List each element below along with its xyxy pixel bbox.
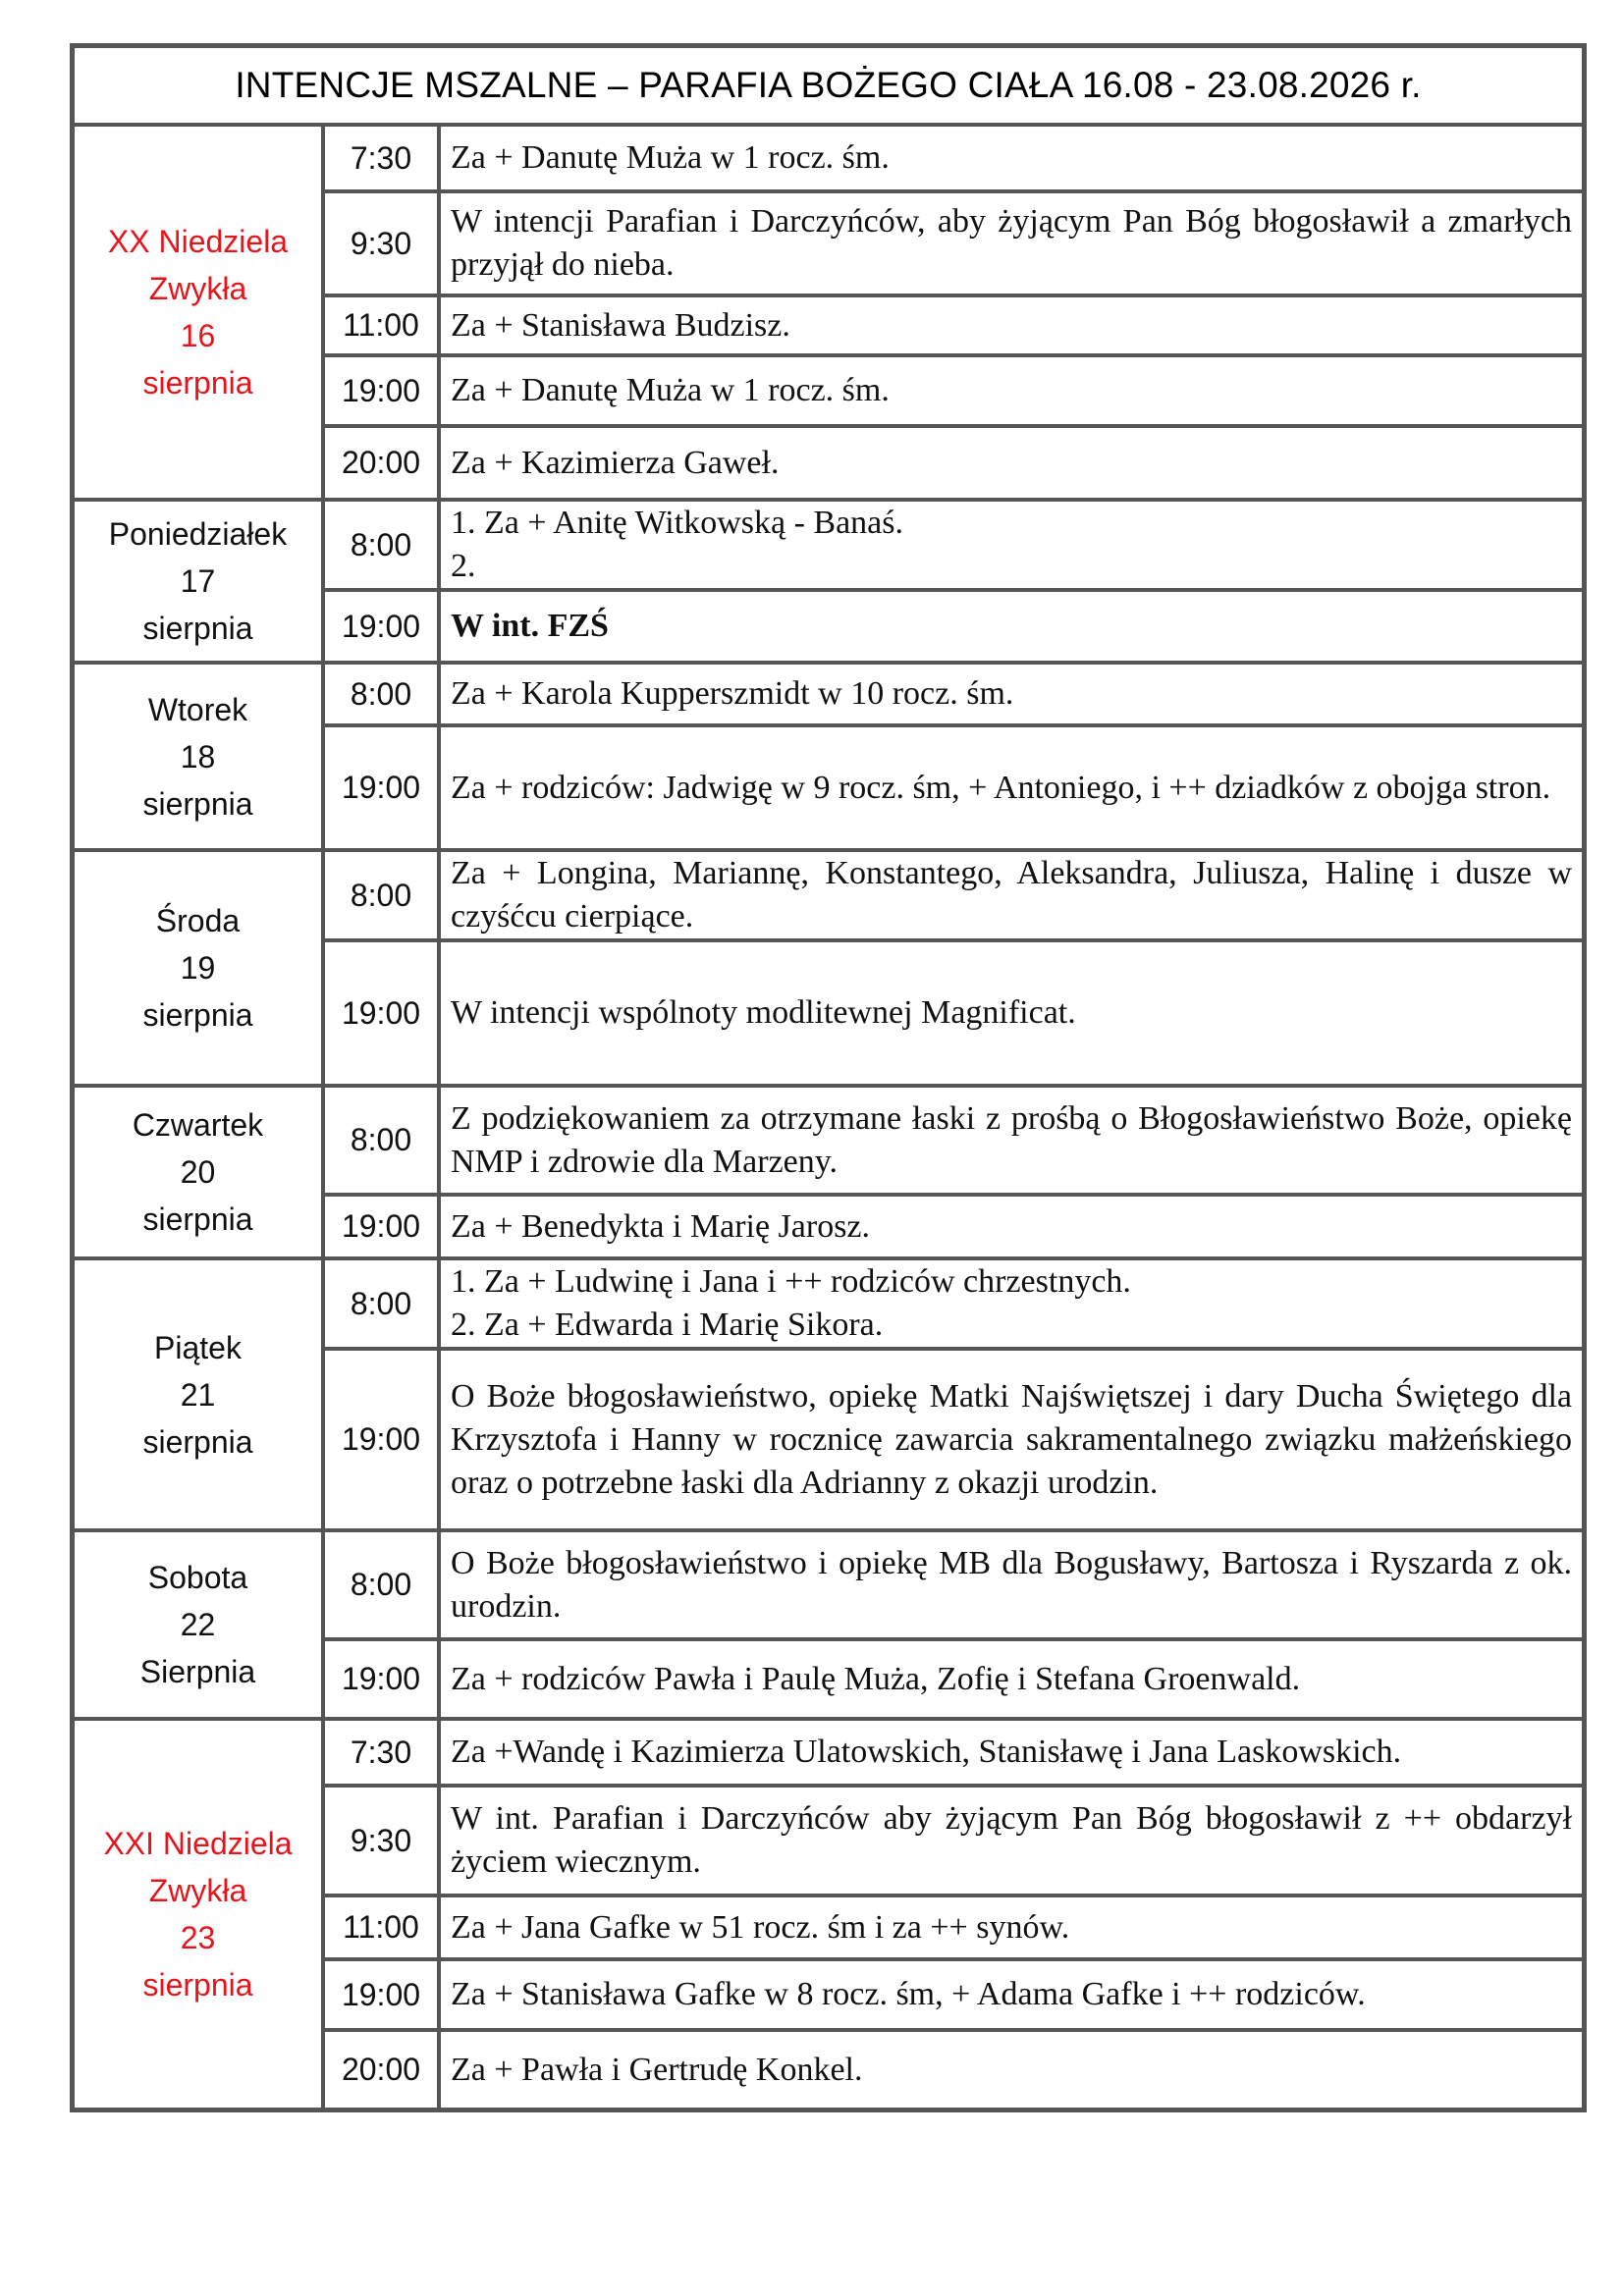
- mass-intention: [439, 1639, 1584, 1719]
- day-label-line: 17: [180, 563, 216, 599]
- day-label-line: Środa: [155, 903, 241, 938]
- mass-intention: [439, 1959, 1584, 2030]
- intention-line: Za + rodziców Pawła i Paulę Muża, Zofię i Stefana Groenwald.: [451, 1660, 1301, 1697]
- day-label-line: Sierpnia: [139, 1654, 256, 1689]
- mass-intention: [439, 725, 1584, 850]
- mass-intention: [439, 1086, 1584, 1195]
- intention-line: Za + Kazimierza Gaweł.: [451, 444, 780, 481]
- mass-intention: [439, 2030, 1584, 2109]
- mass-time: 19:00: [323, 1195, 439, 1258]
- mass-intention: [439, 1719, 1584, 1786]
- intention-line: Za + Danutę Muża w 1 rocz. śm.: [451, 139, 890, 176]
- mass-intention: [439, 1349, 1584, 1530]
- intention-line: Za + Stanisława Budzisz.: [451, 306, 790, 344]
- day-label-line: Sobota: [147, 1560, 248, 1595]
- mass-row: [73, 1719, 1584, 1786]
- day-label-line: XXI Niedziela: [103, 1826, 293, 1861]
- mass-intention: [439, 850, 1584, 940]
- mass-intention: [439, 1195, 1584, 1258]
- mass-intention: [439, 1896, 1584, 1959]
- intention-line: Za + Longina, Mariannę, Konstantego, Aleksandra, Juliusza, Halinę i dusze w czyśćcu cierpiące.: [451, 855, 1572, 934]
- intention-line: W intencji wspólnoty modlitewnej Magnificat.: [451, 994, 1076, 1031]
- intention-line: Z podziękowaniem za otrzymane łaski z prośbą o Błogosławieństwo Boże, opiekę NMP i zdrowie dla Marzeny.: [451, 1099, 1572, 1180]
- day-label-line: 20: [180, 1154, 216, 1190]
- day-label-line: sierpnia: [142, 1423, 253, 1460]
- mass-time: 8:00: [323, 500, 439, 590]
- day-label-line: Zwykła: [148, 271, 247, 306]
- mass-row: [73, 1086, 1584, 1195]
- mass-row: [73, 1530, 1584, 1639]
- day-label-line: 23: [180, 1920, 216, 1955]
- intention-line: Za + Stanisława Gafke w 8 rocz. śm, + Adama Gafke i ++ rodziców.: [451, 1976, 1366, 2012]
- day-label-line: sierpnia: [142, 1201, 253, 1237]
- day-label-line: 19: [180, 950, 216, 986]
- mass-time: 8:00: [323, 850, 439, 940]
- day-label-line: sierpnia: [142, 365, 253, 400]
- day-label: [73, 850, 323, 1086]
- mass-time: 8:00: [323, 1530, 439, 1639]
- intention-line: Za + Danutę Muża w 1 rocz. śm.: [451, 372, 890, 408]
- day-label: [73, 1258, 323, 1530]
- intention-line: O Boże błogosławieństwo i opiekę MB dla Bogusławy, Bartosza i Ryszarda z ok. urodzin.: [451, 1544, 1572, 1625]
- mass-intention: [439, 663, 1584, 725]
- intention-line: Za + Jana Gafke w 51 rocz. śm i za ++ synów.: [451, 1908, 1070, 1946]
- day-label-line: sierpnia: [142, 1967, 253, 2002]
- mass-time: 8:00: [323, 1258, 439, 1349]
- mass-intention: [439, 1786, 1584, 1896]
- mass-time: 7:30: [323, 125, 439, 191]
- day-label: [73, 663, 323, 850]
- mass-row: [73, 850, 1584, 940]
- mass-intention: [439, 1530, 1584, 1639]
- day-label: [73, 1530, 323, 1719]
- intention-line: Za +Wandę i Kazimierza Ulatowskich, Stanisławę i Jana Laskowskich.: [451, 1734, 1402, 1770]
- mass-time: 9:30: [323, 191, 439, 295]
- day-label-line: Czwartek: [132, 1107, 264, 1143]
- mass-time: 19:00: [323, 1639, 439, 1719]
- day-label-line: sierpnia: [142, 997, 253, 1033]
- day-label-line: sierpnia: [142, 611, 253, 646]
- mass-time: 7:30: [323, 1719, 439, 1786]
- day-label-line: 18: [180, 738, 216, 774]
- day-label: [73, 500, 323, 663]
- intention-line: W int. FZŚ: [451, 608, 609, 644]
- day-label-line: 21: [180, 1376, 216, 1413]
- mass-time: 19:00: [323, 940, 439, 1086]
- mass-intention: [439, 940, 1584, 1086]
- mass-time: 8:00: [323, 663, 439, 725]
- day-label-line: XX Niedziela: [107, 224, 289, 259]
- mass-intention: [439, 355, 1584, 426]
- mass-time: 20:00: [323, 426, 439, 500]
- intention-line: 1. Za + Ludwinę i Jana i ++ rodziców chrzestnych.: [451, 1263, 1131, 1300]
- mass-intention: [439, 426, 1584, 500]
- mass-time: 11:00: [323, 1896, 439, 1959]
- intention-line: 2.: [451, 548, 476, 584]
- intention-line: W int. Parafian i Darczyńców aby żyjącym Pan Bóg błogosławił z ++ obdarzył życiem wiecznym.: [451, 1800, 1572, 1880]
- intention-line: 1. Za + Anitę Witkowską - Banaś.: [451, 505, 903, 541]
- mass-time: 19:00: [323, 355, 439, 426]
- day-label-line: Zwykła: [148, 1873, 247, 1908]
- day-label-line: Piątek: [154, 1329, 242, 1365]
- mass-row: [73, 125, 1584, 191]
- mass-time: 19:00: [323, 590, 439, 663]
- intention-line: 2. Za + Edwarda i Marię Sikora.: [451, 1307, 884, 1343]
- mass-intention: [439, 191, 1584, 295]
- mass-time: 8:00: [323, 1086, 439, 1195]
- intention-line: W intencji Parafian i Darczyńców, aby żyjącym Pan Bóg błogosławił a zmarłych przyjął do nieba.: [451, 203, 1572, 283]
- day-label-line: 16: [180, 318, 216, 353]
- mass-row: [73, 500, 1584, 590]
- intention-line: O Boże błogosławieństwo, opiekę Matki Najświętszej i dary Ducha Świętego dla Krzysztofa i Hanny w rocznicę zawarcia sakramentalnego związku małżeńskiego oraz o potrzebne łaski dla Adrianny z okazji urodzin.: [451, 1377, 1572, 1501]
- day-label-line: Wtorek: [147, 691, 248, 727]
- mass-time: 19:00: [323, 1349, 439, 1530]
- mass-time: 11:00: [323, 295, 439, 355]
- mass-intention: [439, 500, 1584, 590]
- mass-intention: [439, 125, 1584, 191]
- day-label-line: sierpnia: [142, 785, 253, 822]
- intentions-table: [70, 43, 1587, 2112]
- mass-row: [73, 1258, 1584, 1349]
- intention-line: Za + Pawła i Gertrudę Konkel.: [451, 2051, 863, 2088]
- mass-time: 20:00: [323, 2030, 439, 2109]
- mass-row: [73, 663, 1584, 725]
- day-label-line: Poniedziałek: [108, 516, 288, 552]
- day-label: [73, 125, 323, 500]
- day-label: [73, 1719, 323, 2109]
- intention-line: Za + Karola Kupperszmidt w 10 rocz. śm.: [451, 675, 1014, 712]
- page-title: INTENCJE MSZALNE – PARAFIA BOŻEGO CIAŁA 16.08 - 23.08.2026 r.: [73, 46, 1584, 125]
- day-label: [73, 1086, 323, 1258]
- day-label-line: 22: [180, 1607, 216, 1642]
- mass-time: 19:00: [323, 1959, 439, 2030]
- intention-line: Za + rodziców: Jadwigę w 9 rocz. śm, + Antoniego, i ++ dziadków z obojga stron.: [451, 769, 1551, 806]
- mass-intention: [439, 1258, 1584, 1349]
- intention-line: Za + Benedykta i Marię Jarosz.: [451, 1207, 871, 1245]
- title-row: [73, 46, 1584, 125]
- mass-intention: [439, 590, 1584, 663]
- mass-time: 9:30: [323, 1786, 439, 1896]
- mass-intention: [439, 295, 1584, 355]
- mass-time: 19:00: [323, 725, 439, 850]
